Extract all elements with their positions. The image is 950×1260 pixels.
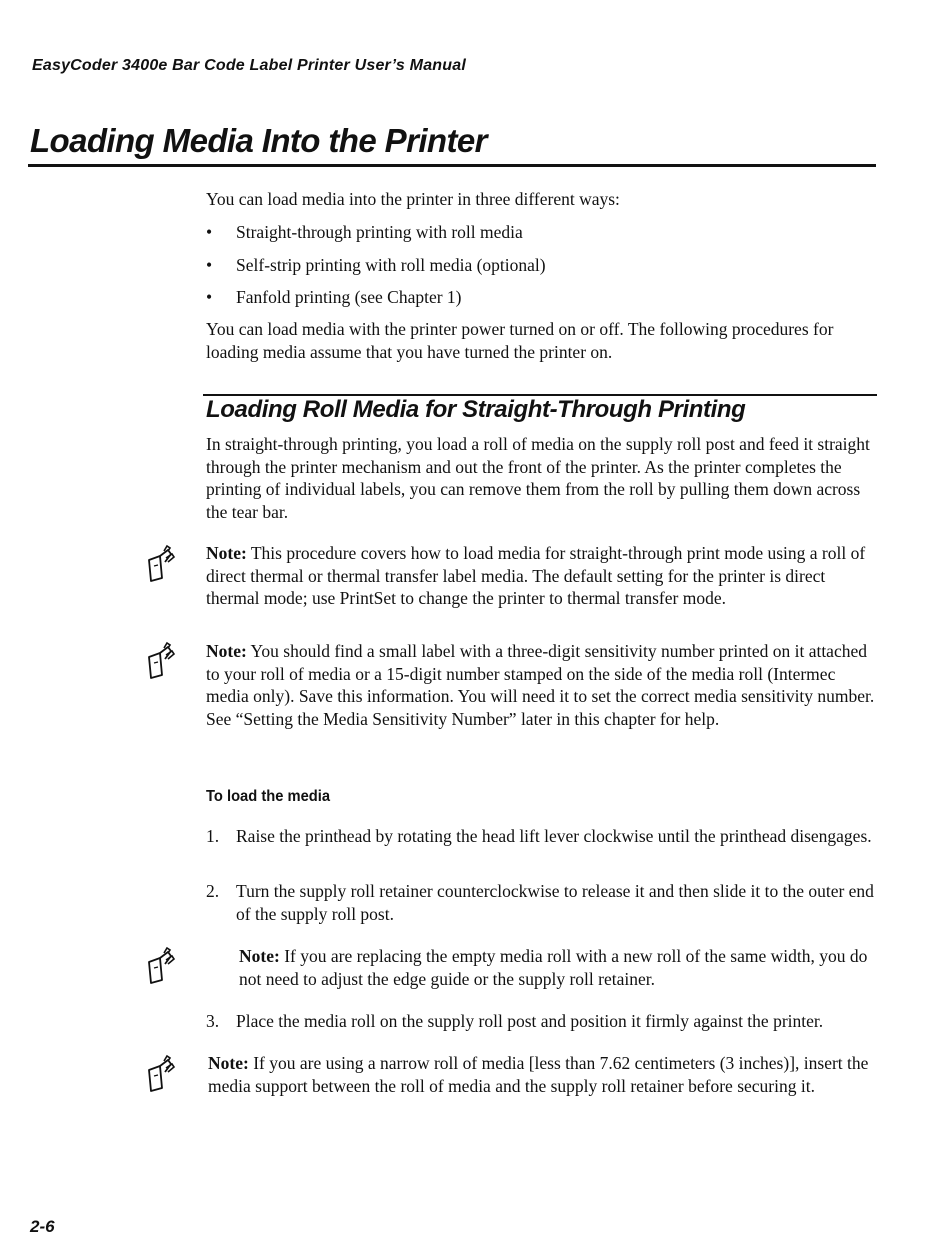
note-text: If you are using a narrow roll of media [less than 7.62 centimeters (3 inches)], insert the media support between the roll of media and the supply roll retainer before securing it.: [208, 1053, 869, 1096]
note-hand-icon: [144, 1052, 178, 1094]
note-paragraph: [239, 945, 879, 990]
step-text: Turn the supply roll retainer counterclockwise to release it and then slide it to the outer end of the supply roll post.: [236, 881, 874, 924]
note-label: Note:: [206, 641, 247, 661]
note-paragraph: [206, 640, 881, 730]
chapter-title-rule: [28, 164, 876, 167]
note-paragraph: [208, 1052, 881, 1097]
procedure-step: [206, 1010, 881, 1033]
running-header: EasyCoder 3400e Bar Code Label Printer User’s Manual: [32, 57, 466, 74]
note-label: Note:: [239, 946, 280, 966]
bullet-icon: •: [206, 222, 213, 242]
bullet-icon: •: [206, 255, 213, 275]
note-text: This procedure covers how to load media for straight-through print mode using a roll of direct thermal or thermal transfer label media. The default setting for the printer is direct thermal mode; use PrintSet to change the printer to thermal transfer mode.: [206, 543, 866, 608]
bullet-text: Straight-through printing with roll media: [236, 222, 523, 242]
chapter-title: Loading Media Into the Printer: [30, 122, 487, 159]
note-hand-icon: [144, 639, 178, 681]
section-title: Loading Roll Media for Straight-Through Printing: [206, 396, 746, 423]
step-number: 1.: [206, 826, 220, 846]
note-text: If you are replacing the empty media roll with a new roll of the same width, you do not need to adjust the edge guide or the supply roll retainer.: [239, 946, 868, 989]
note-label: Note:: [208, 1053, 249, 1073]
step-text: Raise the printhead by rotating the head lift lever clockwise until the printhead disengages.: [236, 826, 872, 846]
bullet-icon: •: [206, 287, 213, 307]
step-number: 3.: [206, 1011, 220, 1031]
intro-paragraph: You can load media with the printer power turned on or off. The following procedures for loading media assume that you have turned the printer on.: [206, 319, 834, 362]
note-paragraph: [206, 542, 881, 610]
bullet-text: Self-strip printing with roll media (optional): [236, 255, 546, 275]
page-number: 2-6: [30, 1217, 55, 1236]
note-hand-icon: [144, 944, 178, 986]
procedure-heading: To load the media: [206, 788, 331, 805]
note-text: You should find a small label with a three-digit sensitivity number printed on it attached to your roll of media or a 15-digit number stamped on the side of the media roll (Intermec media only). Save this information. You will need it to set the correct media sensitivity number. See “Setting the Media Sensitivity Number” later in this chapter for help.: [206, 641, 875, 729]
procedure-step: [206, 880, 881, 925]
step-text: Place the media roll on the supply roll post and position it firmly against the printer.: [236, 1011, 824, 1031]
section-paragraph: In straight-through printing, you load a roll of media on the supply roll post and feed it straight through the printer mechanism and out the front of the printer. As the printer completes the printing of individual labels, you can remove them from the roll by pulling them down across the tear bar.: [206, 434, 870, 522]
note-label: Note:: [206, 543, 247, 563]
bullet-text: Fanfold printing (see Chapter 1): [236, 287, 462, 307]
intro-lead: You can load media into the printer in three different ways:: [206, 189, 620, 209]
note-hand-icon: [144, 542, 178, 584]
step-number: 2.: [206, 881, 220, 901]
procedure-step: [206, 825, 881, 848]
